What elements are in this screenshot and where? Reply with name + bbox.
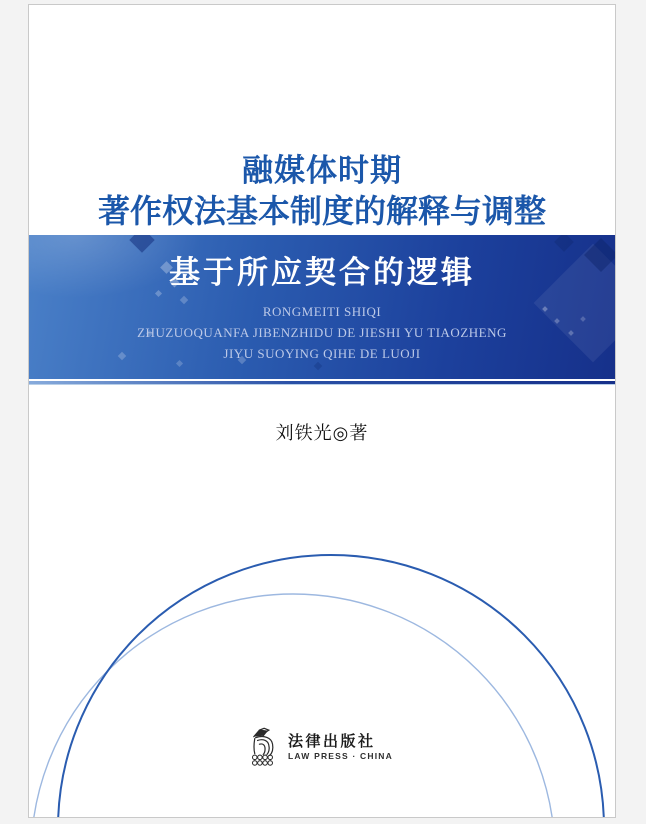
publisher-name-en: LAW PRESS · CHINA [288,751,393,761]
law-press-lion-logo-icon [251,727,281,767]
pinyin-line-1: RONGMEITI SHIQI [262,304,382,319]
pinyin-line-3: JIYU SUOYING QIHE DE LUOJI [223,346,421,361]
author-line: 刘铁光◎著 [275,423,369,443]
publisher-name-cn: 法律出版社 [288,733,376,750]
banner-diamond-decoration [314,362,322,370]
subtitle-banner [29,235,615,379]
light-circle [31,594,555,818]
book-cover [28,4,616,818]
pinyin-line-2: ZHUZUOQUANFA JIBENZHIDU DE JIESHI YU TIAOZHENG [137,325,507,340]
banner-subtitle: 基于所应契合的逻辑 [169,255,475,290]
banner-underline [29,379,615,385]
title-line-1: 融媒体时期 [242,153,402,188]
title-line-2: 著作权法基本制度的解释与调整 [97,193,546,229]
banner-diamond-decoration [180,296,188,304]
dark-circle [58,555,604,818]
circles-motif [29,5,616,818]
underline-light-rule [29,384,615,385]
publisher-block [29,727,615,767]
